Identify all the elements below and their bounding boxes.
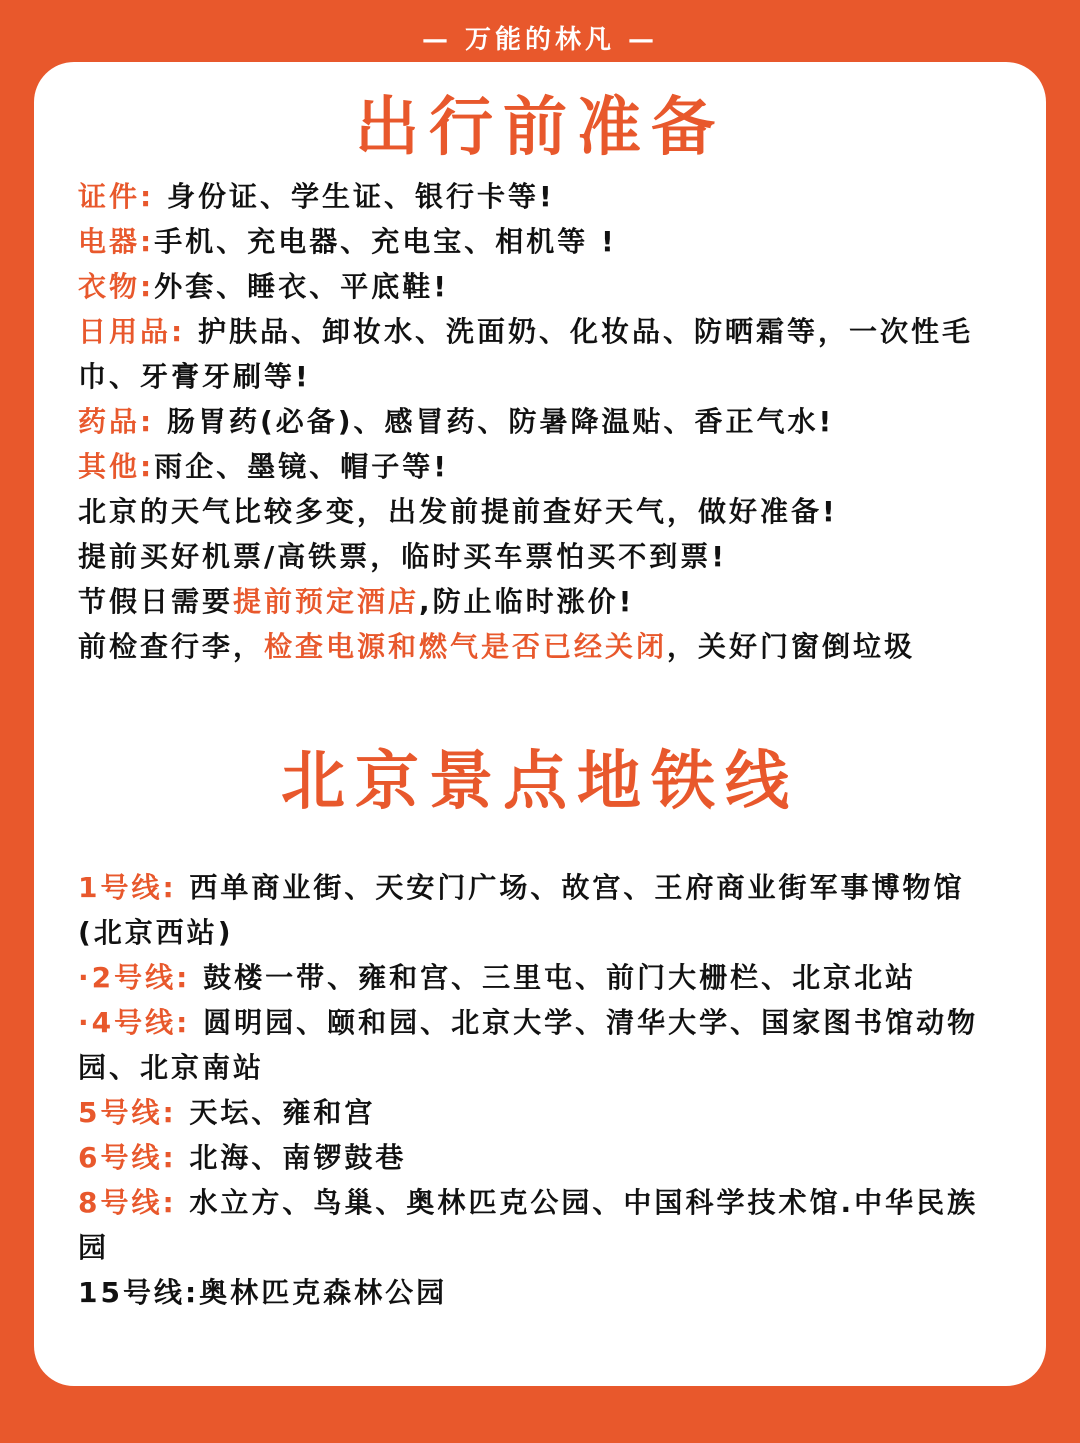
line-stops: 西单商业街、天安门广场、故宫、王府商业街军事博物馆(北京西站) <box>78 871 965 949</box>
preparation-list <box>78 174 1008 669</box>
subway-line-item <box>78 955 1008 1000</box>
item-text: 肠胃药(必备)、感冒药、防暑降温贴、香正气水! <box>154 405 835 438</box>
tip-tickets: 提前买好机票/高铁票，临时买车票怕买不到票! <box>78 540 727 573</box>
tip-weather: 北京的天气比较多变，出发前提前查好天气，做好准备! <box>78 495 838 528</box>
item-label: 电器: <box>78 225 155 258</box>
item-label: 证件: <box>78 180 155 213</box>
content-card <box>34 62 1046 1386</box>
subway-line-item <box>78 1135 1008 1180</box>
tip-text: 节假日需要 <box>78 585 234 618</box>
item-label: 衣物: <box>78 270 155 303</box>
list-item <box>78 309 1008 399</box>
line-stops: 水立方、鸟巢、奥林匹克公园、中国科学技术馆.中华民族园 <box>78 1186 979 1264</box>
item-text: 护肤品、卸妆水、洗面奶、化妆品、防晒霜等，一次性毛巾、牙膏牙刷等! <box>78 315 973 393</box>
author-tagline: — 万能的林凡 — <box>421 25 659 55</box>
item-label: 其他: <box>78 450 155 483</box>
tip-hotel <box>78 579 1008 624</box>
tip-text: 前检查行李， <box>78 630 265 663</box>
line-stops: 圆明园、颐和园、北京大学、清华大学、国家图书馆动物园、北京南站 <box>78 1006 979 1084</box>
item-label: 药品: <box>78 405 155 438</box>
line-stops: 奥林匹克森林公园 <box>199 1276 448 1309</box>
subway-line-item <box>78 1090 1008 1135</box>
tip-highlight: 提前预定酒店 <box>233 585 420 618</box>
subway-line-item <box>78 865 1008 955</box>
section-title-subway: 北京景点地铁线 <box>281 745 799 819</box>
list-item <box>78 219 1008 264</box>
list-item <box>78 264 1008 309</box>
list-item <box>78 399 1008 444</box>
item-text: 雨企、墨镜、帽子等! <box>154 450 449 483</box>
item-text: 身份证、学生证、银行卡等! <box>154 180 555 213</box>
line-stops: 天坛、雍和宫 <box>176 1096 376 1129</box>
line-label: 6号线: <box>78 1141 177 1174</box>
item-text: 手机、充电器、充电宝、相机等 ! <box>154 225 617 258</box>
tip-highlight: 检查电源和燃气是否已经关闭 <box>264 630 668 663</box>
tip-text: ,防止临时涨价! <box>419 585 635 618</box>
line-label: 8号线: <box>78 1186 177 1219</box>
line-label: ·2号线: <box>78 961 191 994</box>
list-item <box>78 174 1008 219</box>
line-stops: 鼓楼一带、雍和宫、三里屯、前门大栅栏、北京北站 <box>190 961 917 994</box>
tip-home-check <box>78 624 1008 669</box>
list-item <box>78 444 1008 489</box>
line-label: 5号线: <box>78 1096 177 1129</box>
subway-line-item <box>78 1270 1008 1315</box>
subway-line-item <box>78 1180 1008 1270</box>
section-title-preparation: 出行前准备 <box>355 91 725 165</box>
tip-text: ，关好门窗倒垃圾 <box>667 630 916 663</box>
line-label: ·4号线: <box>78 1006 191 1039</box>
subway-line-item <box>78 1000 1008 1090</box>
item-text: 外套、睡衣、平底鞋! <box>154 270 449 303</box>
subway-list <box>78 865 1008 1315</box>
line-label: 1号线: <box>78 871 177 904</box>
item-label: 日用品: <box>78 315 186 348</box>
line-label: 15号线: <box>78 1276 200 1309</box>
line-stops: 北海、南锣鼓巷 <box>176 1141 407 1174</box>
